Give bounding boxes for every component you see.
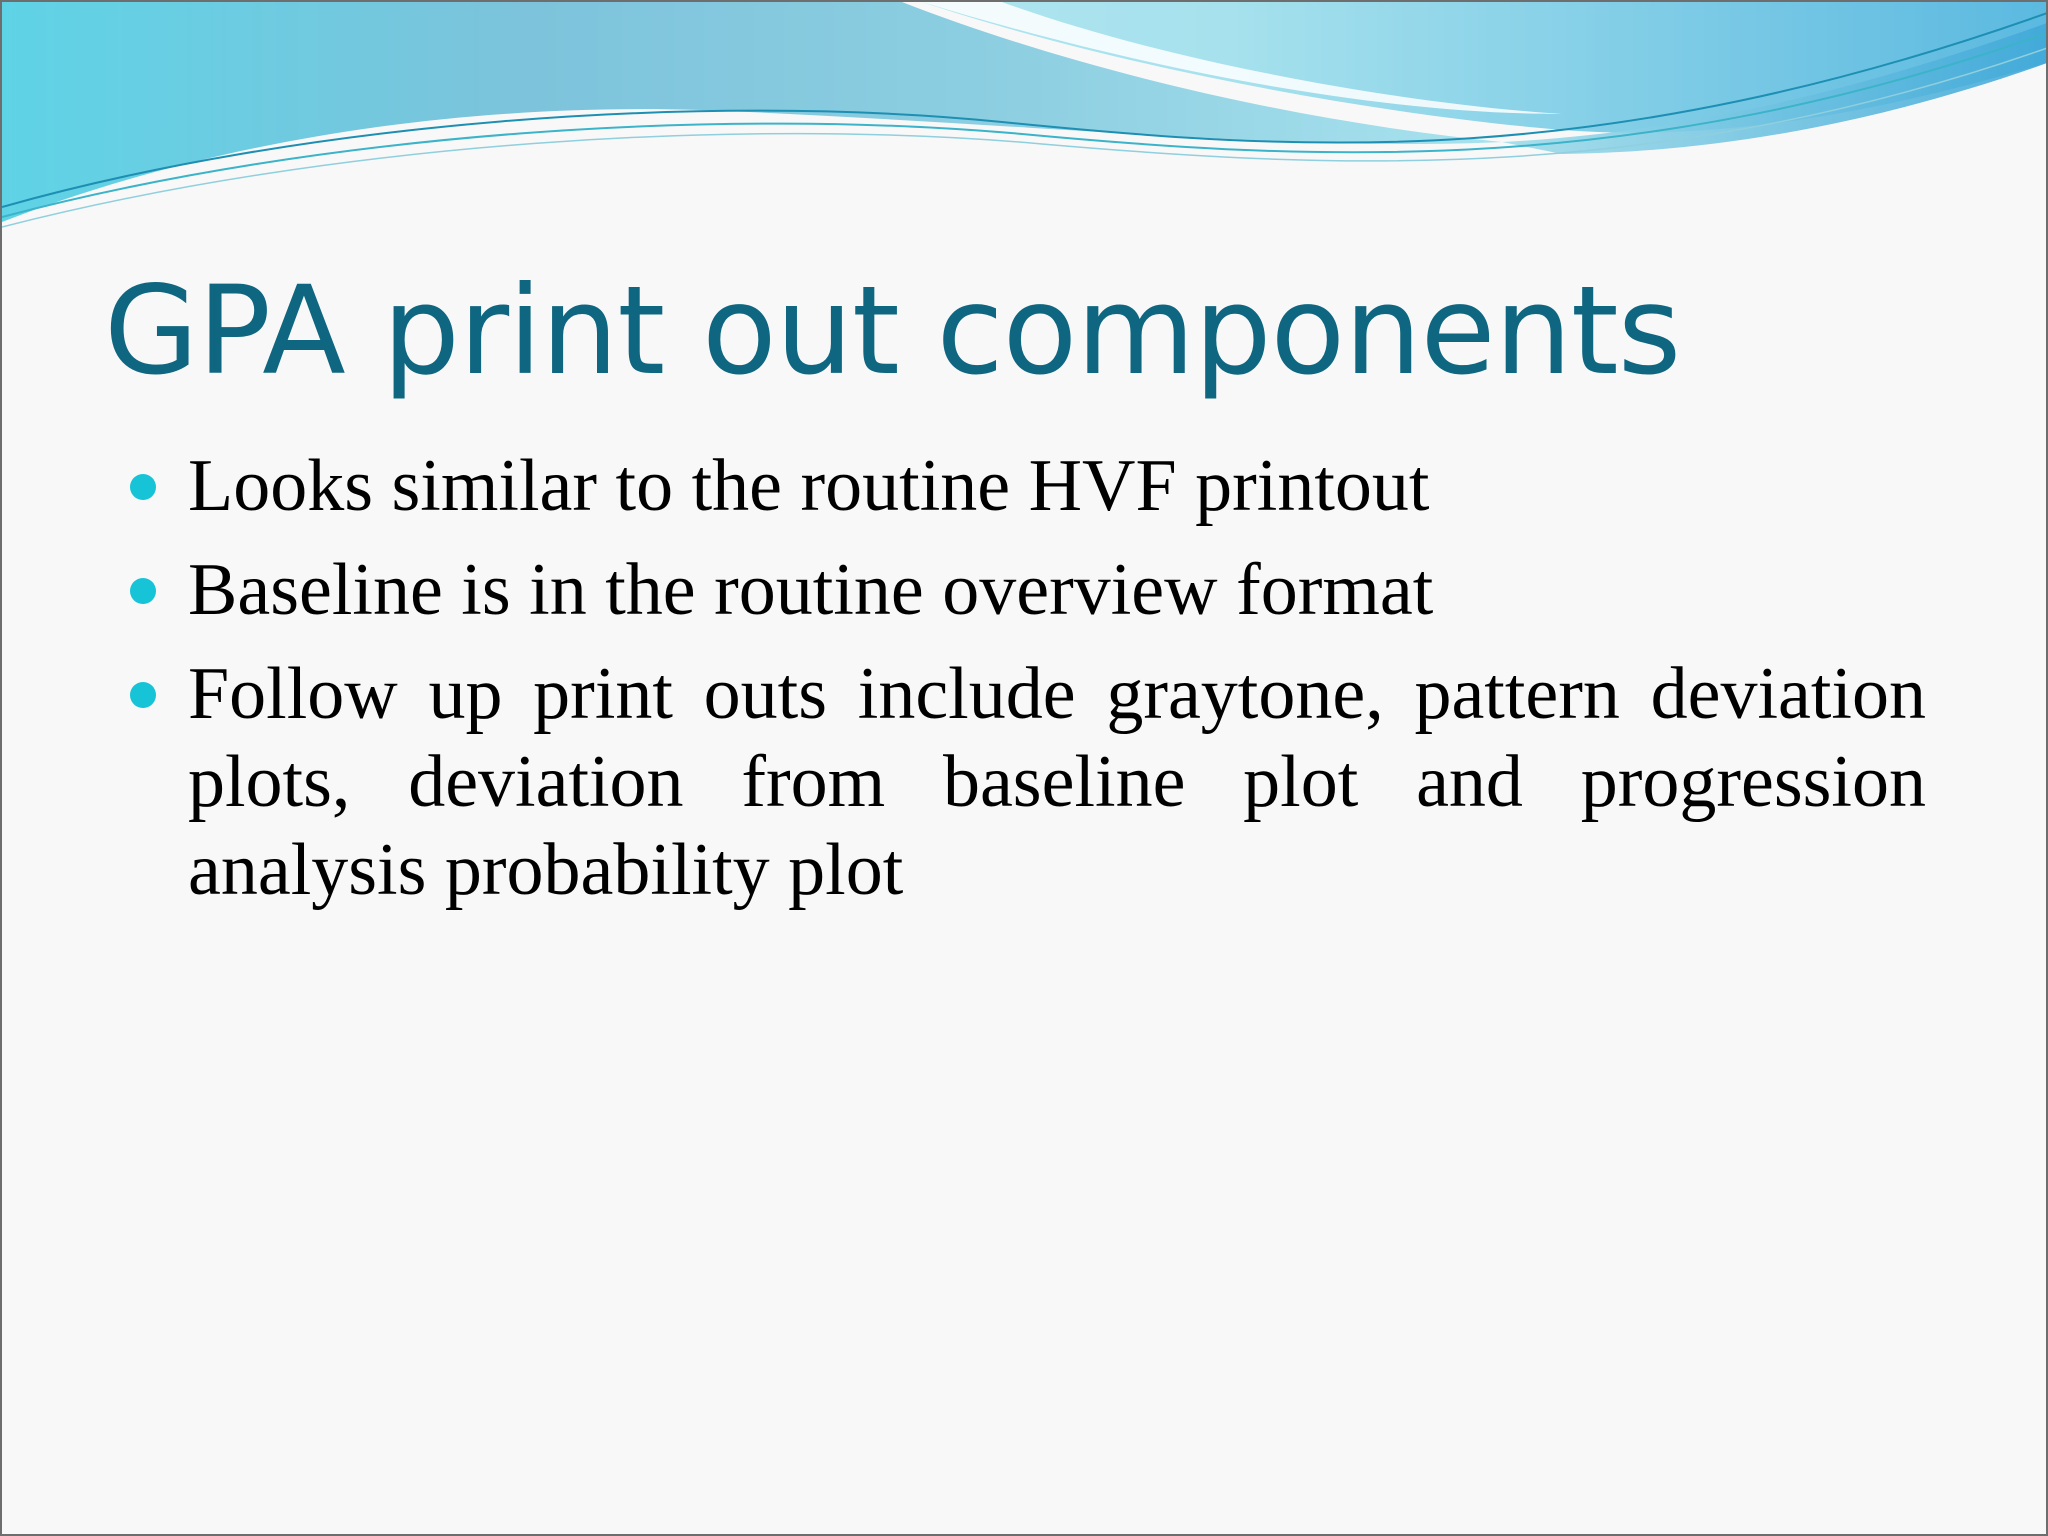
bullet-list — [130, 442, 1926, 930]
bullet-text: Baseline is in the routine overview format — [188, 549, 1434, 631]
bullet-item — [130, 442, 1926, 530]
bullet-dot-icon — [130, 682, 156, 708]
bullet-item — [130, 650, 1926, 914]
bullet-text: Follow up print outs include graytone, pattern deviation plots, deviation from baseline plot and progression analysis probability plot — [188, 653, 1926, 911]
bullet-item — [130, 546, 1926, 634]
header-wave-decoration — [2, 2, 2048, 242]
bullet-dot-icon — [130, 474, 156, 500]
bullet-text: Looks similar to the routine HVF printout — [188, 445, 1430, 527]
bullet-dot-icon — [130, 578, 156, 604]
slide-title: GPA print out components — [104, 260, 1681, 402]
